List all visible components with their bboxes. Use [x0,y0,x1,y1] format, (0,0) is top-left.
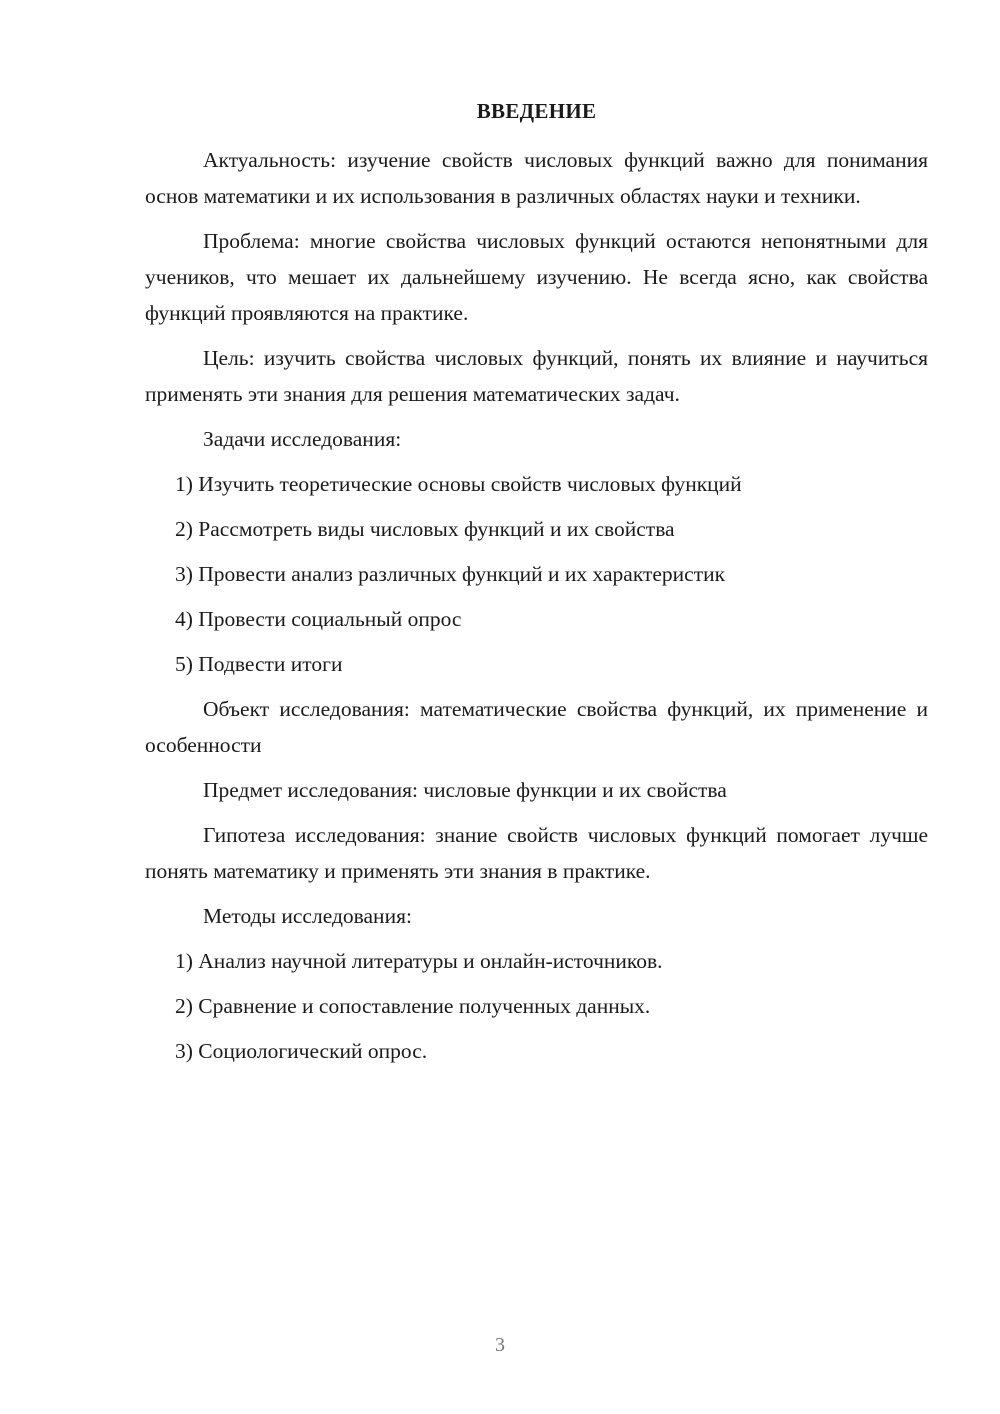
object-paragraph: Объект исследования: математические свойства функций, их применение и особенности [145,697,928,757]
task-item: 1) Изучить теоретические основы свойств числовых функций [175,472,742,496]
hypothesis-paragraph: Гипотеза исследования: знание свойств числовых функций помогает лучше понять математику и применять эти знания в практике. [145,823,928,883]
methods-heading: Методы исследования: [203,904,412,928]
goal-paragraph: Цель: изучить свойства числовых функций, понять их влияние и научиться применять эти знания для решения математических задач. [145,346,928,406]
task-item: 5) Подвести итоги [175,652,343,676]
relevance-paragraph: Актуальность: изучение свойств числовых функций важно для понимания основ математики и их использования в различных областях науки и техники. [145,148,928,208]
task-item: 4) Провести социальный опрос [175,607,462,631]
tasks-list [145,466,928,682]
page-number: 3 [495,1334,505,1356]
page-title: ВВЕДЕНИЕ [476,99,597,123]
method-item: 2) Сравнение и сопоставление полученных данных. [175,994,651,1018]
task-item: 2) Рассмотреть виды числовых функций и их свойства [175,517,675,541]
subject-paragraph: Предмет исследования: числовые функции и их свойства [203,778,727,802]
page-content [145,96,928,1078]
methods-list [145,943,928,1069]
method-item: 3) Социологический опрос. [175,1039,428,1063]
method-item: 1) Анализ научной литературы и онлайн-источников. [175,949,663,973]
problem-paragraph: Проблема: многие свойства числовых функций остаются непонятными для учеников, что мешает их дальнейшему изучению. Не всегда ясно, как свойства функций проявляются на практике. [145,229,928,325]
task-item: 3) Провести анализ различных функций и их характеристик [175,562,726,586]
tasks-heading: Задачи исследования: [203,427,402,451]
